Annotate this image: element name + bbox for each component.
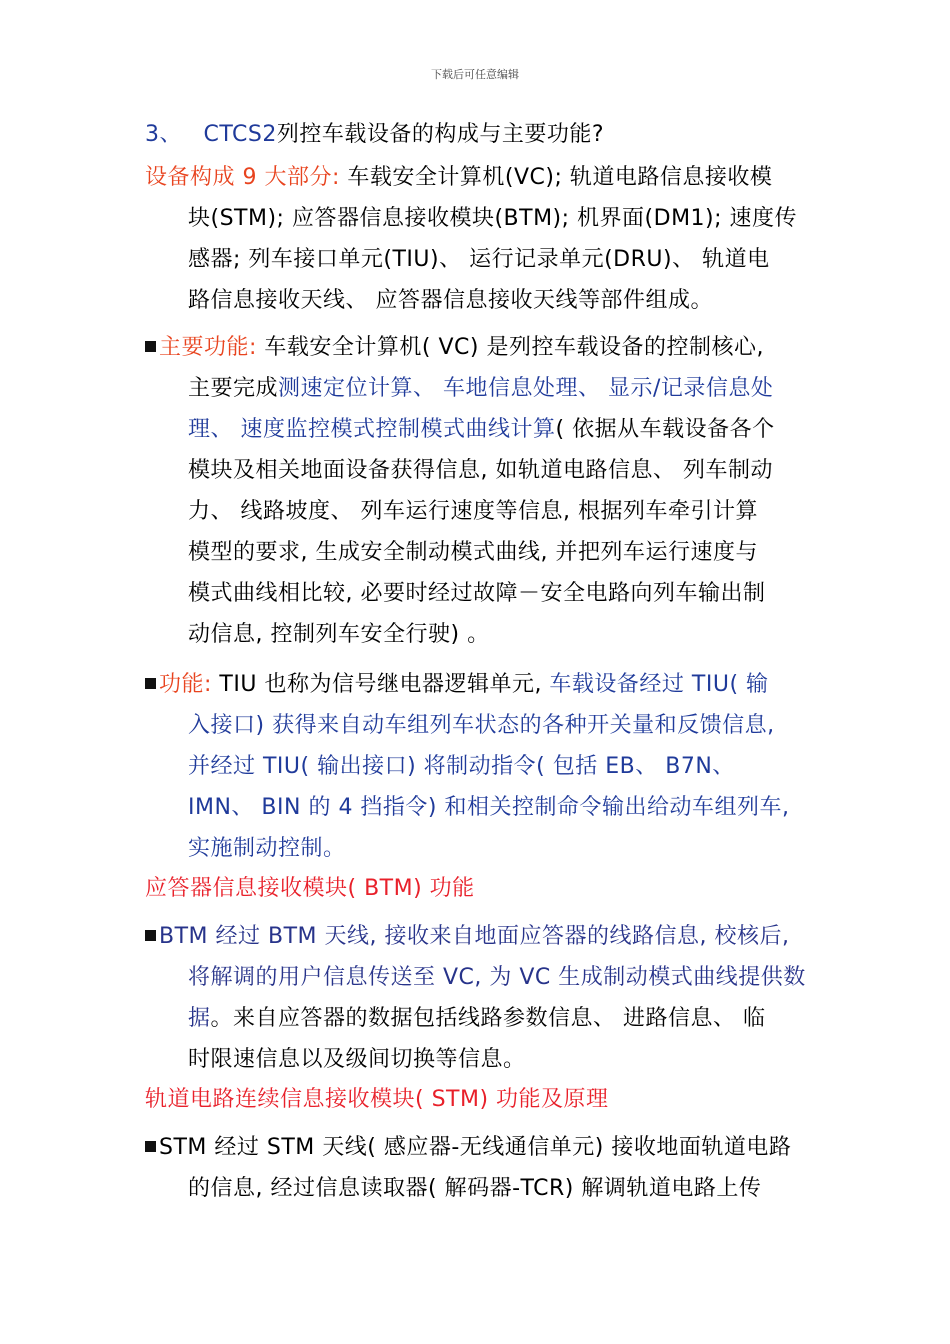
composition-text-1: 车载安全计算机(VC); 轨道电路信息接收模 xyxy=(347,165,773,190)
main-function-text-3a: 理、 速度监控模式控制模式曲线计算 xyxy=(188,417,556,442)
ctcs-term: CTCS2 xyxy=(203,122,277,147)
btm-text-1: BTM 经过 BTM 天线, 接收来自地面应答器的线路信息, 校核后, xyxy=(159,924,790,949)
main-function-line-2 xyxy=(188,374,773,404)
square-bullet-icon xyxy=(145,678,156,689)
main-function-line-4: 模块及相关地面设备获得信息, 如轨道电路信息、 列车制动 xyxy=(188,458,773,483)
main-function-line-7: 模式曲线相比较, 必要时经过故障－安全电路向列车输出制 xyxy=(188,581,766,606)
square-bullet-icon xyxy=(145,1141,156,1152)
function-line-1 xyxy=(145,670,769,700)
function-text-1a: TIU 也称为信号继电器逻辑单元, xyxy=(211,672,542,697)
main-function-line-1 xyxy=(145,333,764,363)
main-function-line-3 xyxy=(188,415,775,445)
main-function-line-6: 模型的要求, 生成安全制动模式曲线, 并把列车运行速度与 xyxy=(188,540,758,565)
btm-heading: 应答器信息接收模块( BTM) 功能 xyxy=(145,876,475,901)
btm-text-3a: 据 xyxy=(188,1006,211,1031)
main-function-label: 主要功能: xyxy=(159,335,257,360)
composition-line-2: 块(STM); 应答器信息接收模块(BTM); 机界面(DM1); 速度传 xyxy=(188,206,798,231)
stm-line-2: 的信息, 经过信息读取器( 解码器-TCR) 解调轨道电路上传 xyxy=(188,1176,762,1201)
btm-line-1 xyxy=(145,922,789,952)
function-line-2: 入接口) 获得来自动车组列车状态的各种开关量和反馈信息, xyxy=(188,713,775,738)
page-header-note: 下载后可任意编辑 xyxy=(431,68,519,81)
main-function-text-2a: 主要完成 xyxy=(188,376,279,401)
question-number: 3、 xyxy=(145,122,182,147)
composition-line-3: 感器; 列车接口单元(TIU)、 运行记录单元(DRU)、 轨道电 xyxy=(188,247,770,272)
stm-text-1: STM 经过 STM 天线( 感应器-无线通信单元) 接收地面轨道电路 xyxy=(159,1135,792,1160)
function-line-4: IMN、 BIN 的 4 挡指令) 和相关控制命令输出给动车组列车, xyxy=(188,795,790,820)
btm-line-3 xyxy=(188,1004,766,1034)
btm-line-4: 时限速信息以及级间切换等信息。 xyxy=(188,1047,526,1072)
function-line-3: 并经过 TIU( 输出接口) 将制动指令( 包括 EB、 B7N、 xyxy=(188,754,735,779)
main-function-line-8: 动信息, 控制列车安全行驶) 。 xyxy=(188,622,490,647)
composition-line-4: 路信息接收天线、 应答器信息接收天线等部件组成。 xyxy=(188,288,713,313)
btm-text-3b: 。来自应答器的数据包括线路参数信息、 进路信息、 临 xyxy=(210,1006,766,1031)
composition-line-1 xyxy=(145,163,772,193)
main-function-text-1: 车载安全计算机( VC) 是列控车载设备的控制核心, xyxy=(256,335,764,360)
main-function-text-3b: ( 依据从车载设备各个 xyxy=(555,417,775,442)
function-line-5: 实施制动控制。 xyxy=(188,836,346,861)
question-text: 列控车载设备的构成与主要功能? xyxy=(276,122,605,147)
stm-heading: 轨道电路连续信息接收模块( STM) 功能及原理 xyxy=(145,1087,609,1112)
stm-line-1 xyxy=(145,1133,791,1163)
question-3 xyxy=(145,120,604,150)
square-bullet-icon xyxy=(145,341,156,352)
btm-line-2: 将解调的用户信息传送至 VC, 为 VC 生成制动模式曲线提供数 xyxy=(188,965,806,990)
function-label: 功能: xyxy=(159,672,212,697)
composition-label: 设备构成 9 大部分: xyxy=(145,165,340,190)
main-function-line-5: 力、 线路坡度、 列车运行速度等信息, 根据列车牵引计算 xyxy=(188,499,758,524)
main-function-text-2b: 测速定位计算、 车地信息处理、 显示/记录信息处 xyxy=(278,376,774,401)
function-text-1b: 车载设备经过 TIU( 输 xyxy=(541,672,769,697)
square-bullet-icon xyxy=(145,930,156,941)
